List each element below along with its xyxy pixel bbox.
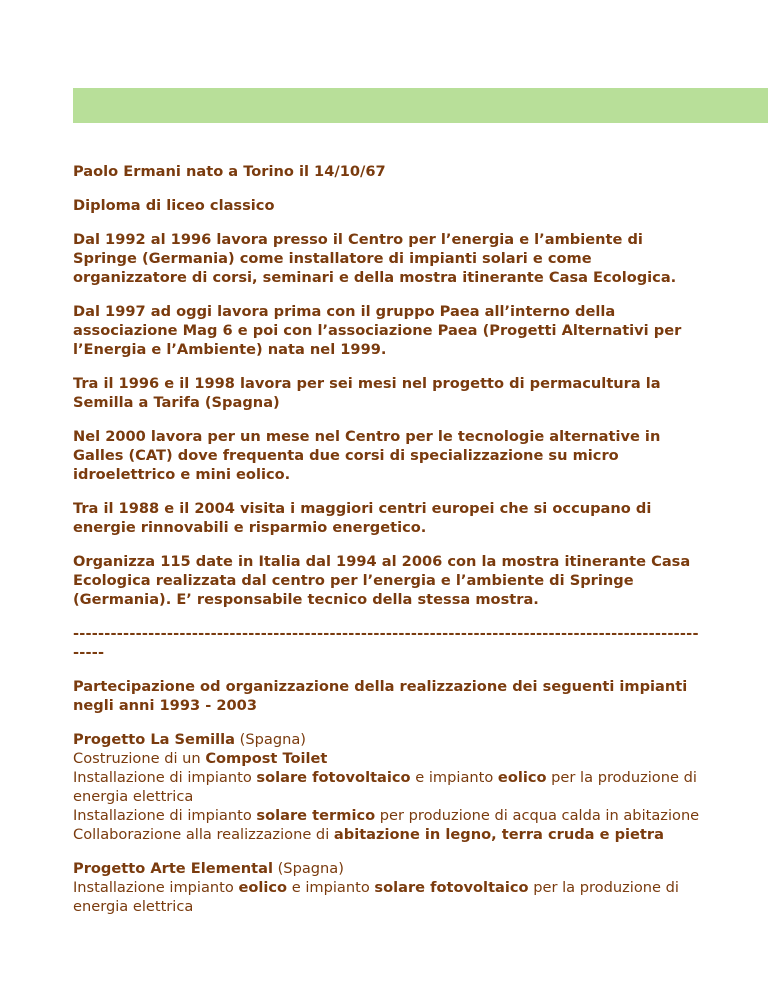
section-title: Partecipazione od organizzazione della realizzazione dei seguenti impianti negli anni 1993 - 2003 [73, 678, 688, 714]
item-text: per produzione di acqua calda in abitazione [375, 807, 700, 824]
item-highlight: abitazione in legno, terra cruda e pietra [333, 826, 664, 843]
header-banner [73, 88, 768, 123]
bio-paragraph-8: Organizza 115 date in Italia dal 1994 al 2006 con la mostra itinerante Casa Ecologica realizzata dal centro per l’energia e l’ambiente di Springe (Germania). E’ responsabile tecnico della stessa mostra. [73, 553, 691, 608]
item-text: Installazione di impianto [73, 769, 257, 786]
project-item [73, 878, 703, 916]
document-body [73, 162, 703, 931]
project-la-semilla [73, 730, 703, 844]
bio-paragraph-3: Dal 1992 al 1996 lavora presso il Centro per l’energia e l’ambiente di Springe (Germania) come installatore di impianti solari e come organizzatore di corsi, seminari e della mostra itinerante Casa Ecologica. [73, 231, 677, 286]
project-item [73, 749, 703, 768]
item-text: Costruzione di un [73, 750, 206, 767]
item-text: per la produzione di energia elettrica [73, 769, 697, 805]
project-location: (Spagna) [235, 731, 306, 748]
item-highlight: eolico [238, 879, 288, 896]
item-highlight: solare termico [256, 807, 376, 824]
separator-line: --------------------------------------------------------------------------------------------------------- [73, 625, 699, 661]
project-item [73, 825, 703, 844]
bio-paragraph-6: Nel 2000 lavora per un mese nel Centro per le tecnologie alternative in Galles (CAT) dove frequenta due corsi di specializzazione su micro idroelettrico e mini eolico. [73, 428, 661, 483]
project-heading [73, 730, 703, 749]
bio-paragraph-7: Tra il 1988 e il 2004 visita i maggiori centri europei che si occupano di energie rinnovabili e risparmio energetico. [73, 500, 652, 536]
item-highlight: eolico [497, 769, 547, 786]
item-text: e impianto [287, 879, 375, 896]
project-item [73, 806, 703, 825]
bio-paragraph-5: Tra il 1996 e il 1998 lavora per sei mesi nel progetto di permacultura la Semilla a Tarifa (Spagna) [73, 375, 661, 411]
item-text: e impianto [410, 769, 498, 786]
bio-paragraph-2: Diploma di liceo classico [73, 197, 275, 214]
item-highlight: solare fotovoltaico [256, 769, 411, 786]
bio-paragraph-4: Dal 1997 ad oggi lavora prima con il gruppo Paea all’interno della associazione Mag 6 e poi con l’associazione Paea (Progetti Alternativi per l’Energia e l’Ambiente) nata nel 1999. [73, 303, 682, 358]
project-arte-elemental [73, 859, 703, 916]
project-name: Progetto La Semilla [73, 731, 236, 748]
item-highlight: solare fotovoltaico [374, 879, 529, 896]
project-location: (Spagna) [272, 860, 344, 877]
project-item [73, 768, 703, 806]
item-text: per la produzione di energia elettrica [73, 879, 679, 915]
bio-paragraph-1: Paolo Ermani nato a Torino il 14/10/67 [73, 163, 386, 180]
item-text: Collaborazione alla realizzazione di [73, 826, 334, 843]
project-heading [73, 859, 703, 878]
item-text: Installazione impianto [73, 879, 239, 896]
item-text: Installazione di impianto [73, 807, 257, 824]
project-name: Progetto Arte Elemental [73, 860, 273, 877]
item-highlight: Compost Toilet [205, 750, 328, 767]
